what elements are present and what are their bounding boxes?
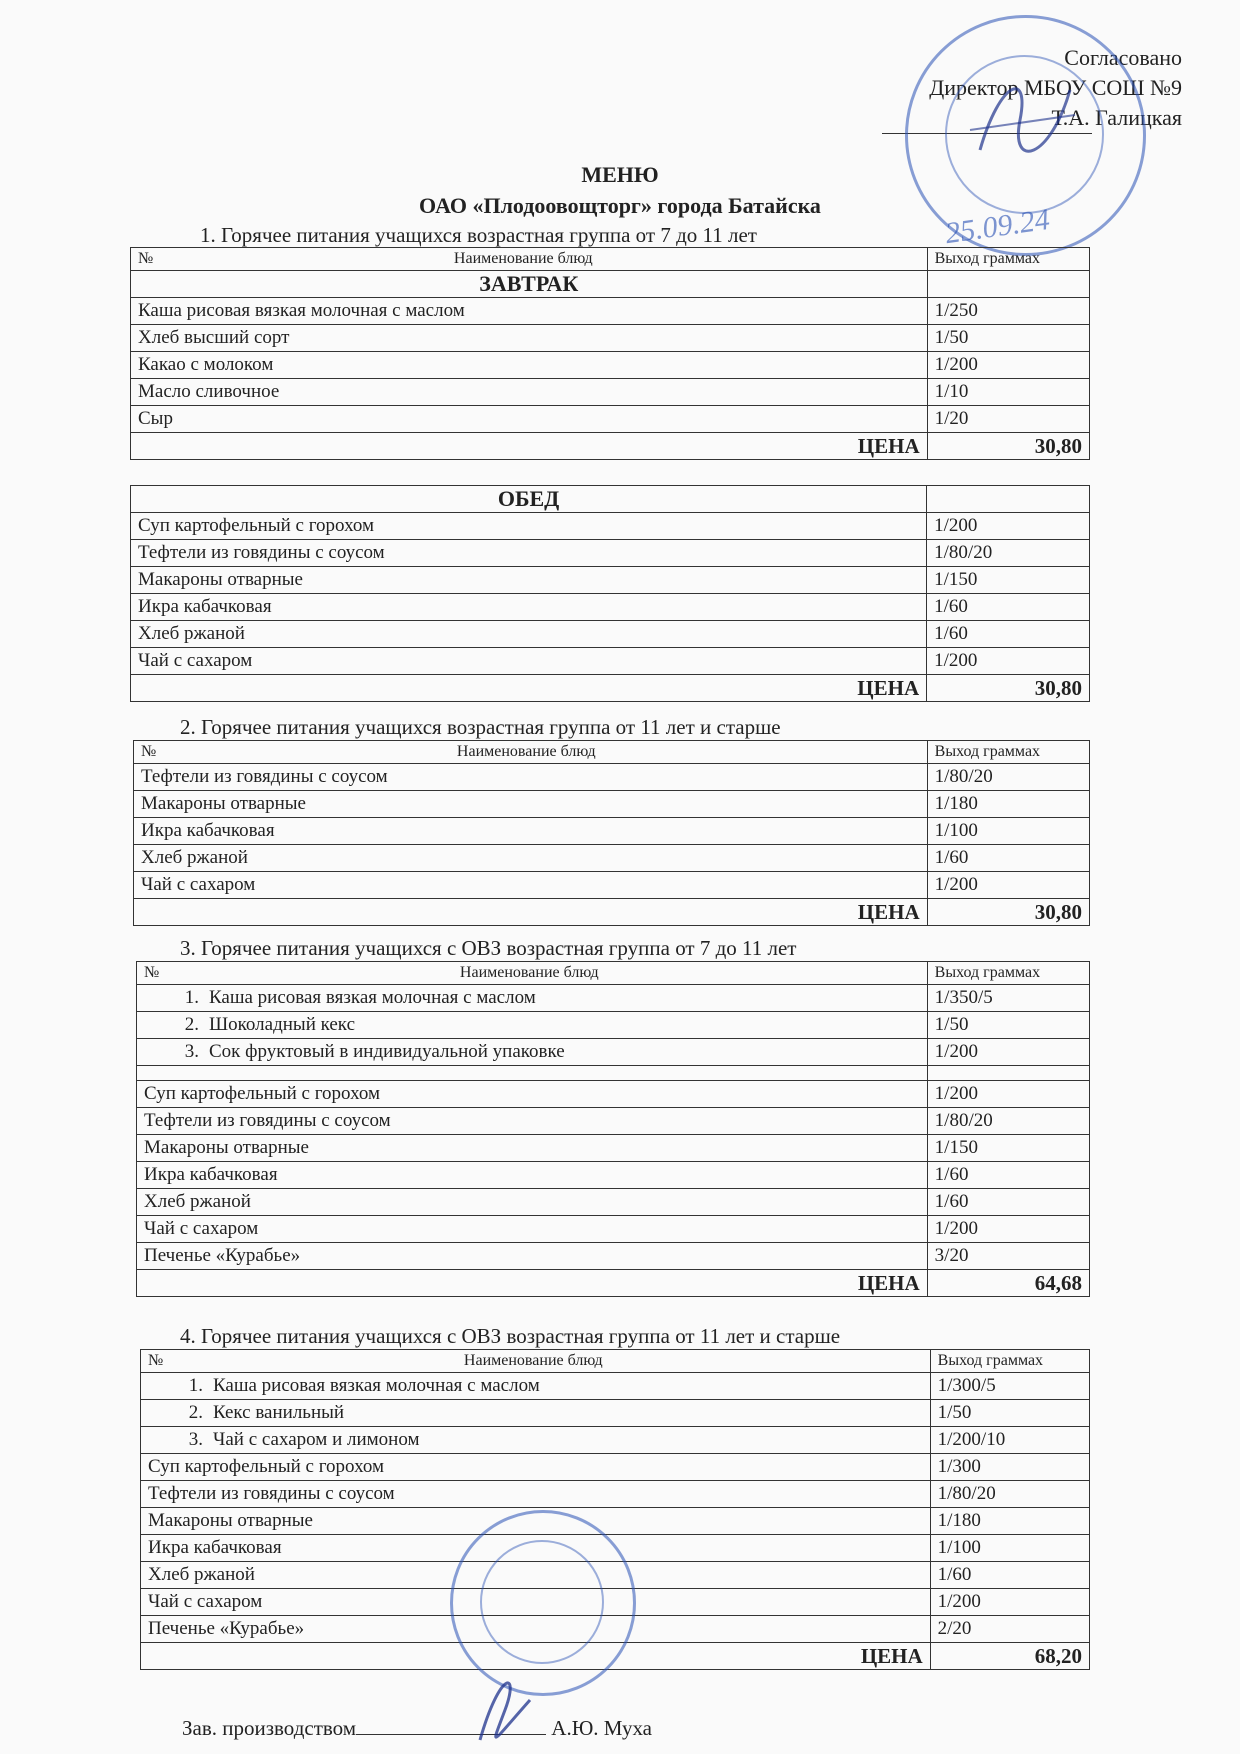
dish-output: 1/60 [927,1189,1089,1216]
dish-output: 1/150 [927,567,1090,594]
section1-breakfast-table [130,247,1090,460]
dish-output: 1/60 [927,621,1090,648]
dish-number: 1. [188,1375,203,1396]
dish-output: 1/50 [927,1012,1089,1039]
dish-output: 1/180 [930,1508,1089,1535]
table-header-row [134,741,1090,764]
dish-name: Суп картофельный с горохом [144,1083,381,1104]
dish-output: 1/150 [927,1135,1089,1162]
dish-output: 1/200 [927,1039,1089,1066]
dish-name-cell [141,1400,931,1427]
section2-table [133,740,1090,926]
header-name-cell: № Наименование блюд [137,962,928,985]
section4-heading: 4. Горячее питания учащихся с ОВЗ возрастная группа от 11 лет и старше [180,1324,841,1348]
dish-name-cell [137,1243,928,1270]
section2-body [134,764,1090,899]
approval-director: Директор МБОУ СОШ №9 [929,75,1182,100]
section4-numbered-body [141,1373,1090,1454]
dish-name: Чай с сахаром [148,1591,263,1612]
dish-name: Хлеб ржаной [141,847,248,868]
table-header-row [141,1350,1090,1373]
table-row [131,648,1090,675]
table-row [141,1427,1090,1454]
dish-name: Макароны отварные [141,793,306,814]
dish-name: Суп картофельный с горохом [148,1456,385,1477]
dish-output: 1/50 [927,325,1089,352]
dish-name: Хлеб ржаной [144,1191,251,1212]
table-row [131,406,1090,433]
footer [182,1716,652,1741]
dish-name: Чай с сахаром [144,1218,259,1239]
price-label: ЦЕНА [134,899,928,926]
dish-name: Икра кабачковая [144,1164,278,1185]
table-row [134,872,1090,899]
price-row [131,675,1090,702]
price-label: ЦЕНА [137,1270,928,1297]
price-label: ЦЕНА [131,675,927,702]
dish-output: 3/20 [927,1243,1089,1270]
director-signature [960,60,1080,170]
price-value: 30,80 [927,675,1090,702]
header-out-cell: Выход граммах [927,741,1089,764]
dish-name: Сок фруктовый в индивидуальной упаковке [209,1041,565,1062]
dish-name-cell [131,298,928,325]
table-row [134,818,1090,845]
approval-name: Т.А. Галицкая [1051,105,1182,130]
dish-name-cell [134,791,928,818]
dish-name-cell [131,594,927,621]
dish-name-cell [134,845,928,872]
price-value: 68,20 [930,1643,1089,1670]
dish-name-cell [131,648,927,675]
document-organization: ОАО «Плодоовощторг» города Батайска [419,193,821,218]
dish-name: Сыр [138,408,173,429]
footer-name: А.Ю. Муха [551,1716,652,1740]
dish-name-cell [131,567,927,594]
dish-name: Макароны отварные [138,569,303,590]
dish-name: Чай с сахаром [141,874,256,895]
dish-output: 1/60 [930,1562,1089,1589]
dish-name-cell [141,1481,931,1508]
dish-name: Макароны отварные [148,1510,313,1531]
section3-body [137,1081,1090,1270]
dish-output: 1/200 [927,513,1090,540]
table-row [131,379,1090,406]
header-name-cell: № Наименование блюд [134,741,928,764]
dish-output: 1/60 [927,594,1090,621]
dish-output: 1/200/10 [930,1427,1089,1454]
table-row [137,1108,1090,1135]
table-row [131,352,1090,379]
dish-output: 1/200 [927,872,1089,899]
dish-output: 1/200 [927,1216,1089,1243]
price-row [137,1270,1090,1297]
dish-output: 1/80/20 [930,1481,1089,1508]
dish-name: Икра кабачковая [138,596,272,617]
dish-name-cell [131,621,927,648]
table-row [131,298,1090,325]
section2-heading: 2. Горячее питания учащихся возрастная группа от 11 лет и старше [180,715,781,739]
document-title: МЕНЮ [581,162,659,187]
table-row [131,540,1090,567]
dish-name-cell [131,406,928,433]
dish-output: 1/50 [930,1400,1089,1427]
price-value: 64,68 [927,1270,1089,1297]
dish-name-cell [137,1108,928,1135]
dish-output: 1/80/20 [927,1108,1089,1135]
table-row [141,1400,1090,1427]
dish-name: Хлеб ржаной [138,623,245,644]
table-row [131,513,1090,540]
header-name-cell: № Наименование блюд [131,248,928,271]
table-row [137,1243,1090,1270]
dish-name-cell [137,1081,928,1108]
price-label: ЦЕНА [131,433,928,460]
table-row [141,1373,1090,1400]
section3-table [136,961,1090,1297]
dish-output: 1/200 [930,1589,1089,1616]
table-row [141,1481,1090,1508]
dish-name-cell [137,985,928,1012]
dish-name: Чай с сахаром [138,650,253,671]
dish-output: 1/180 [927,791,1089,818]
dish-name-cell [141,1454,931,1481]
dish-name-cell [137,1039,928,1066]
dish-number: 2. [184,1014,199,1035]
dish-number: 3. [188,1429,203,1450]
dish-number: 2. [188,1402,203,1423]
dish-name: Суп картофельный с горохом [138,515,375,536]
dish-name-cell [131,540,927,567]
price-label: ЦЕНА [141,1643,931,1670]
table-row [134,791,1090,818]
price-value: 30,80 [927,433,1089,460]
dish-name: Тефтели из говядины с соусом [148,1483,395,1504]
dish-name: Хлеб высший сорт [138,327,290,348]
header-out-cell: Выход граммах [927,962,1089,985]
dish-output: 1/60 [927,845,1089,872]
dish-output: 1/300 [930,1454,1089,1481]
dish-name-cell [131,513,927,540]
dish-name-cell [134,818,928,845]
header-out-cell: Выход граммах [927,248,1089,271]
dish-name-cell [131,352,928,379]
stamp-date: 25.09.24 [943,202,1052,251]
dish-number: 1. [184,987,199,1008]
dish-name: Какао с молоком [138,354,274,375]
table-row [137,1135,1090,1162]
meal-row [131,271,1090,298]
dish-name-cell [131,379,928,406]
dish-output: 1/250 [927,298,1089,325]
dish-name: Хлеб ржаной [148,1564,255,1585]
dish-name: Шоколадный кекс [209,1014,355,1035]
table-row [141,1454,1090,1481]
table-row [131,567,1090,594]
dish-name-cell [134,764,928,791]
dish-output: 2/20 [930,1616,1089,1643]
price-value: 30,80 [927,899,1089,926]
dish-output: 1/200 [927,648,1090,675]
table-row [137,1216,1090,1243]
meal-row [131,486,1090,513]
table-row [137,985,1090,1012]
dish-name: Икра кабачковая [141,820,275,841]
section1-lunch-body [131,513,1090,675]
table-row [137,1189,1090,1216]
dish-name-cell [137,1135,928,1162]
dish-name: Тефтели из говядины с соусом [144,1110,391,1131]
dish-name: Чай с сахаром и лимоном [213,1429,420,1450]
dish-name-cell [131,325,928,352]
section3-numbered-body [137,985,1090,1066]
table-row [137,1012,1090,1039]
dish-output: 1/20 [927,406,1089,433]
dish-name: Макароны отварные [144,1137,309,1158]
table-row [137,1162,1090,1189]
dish-name: Каша рисовая вязкая молочная с маслом [138,300,465,321]
dish-name-cell [137,1162,928,1189]
section1-lunch-table [130,485,1090,702]
section3-heading: 3. Горячее питания учащихся с ОВЗ возрастная группа от 7 до 11 лет [180,936,797,960]
dish-name: Кекс ванильный [213,1402,345,1423]
dish-output: 1/300/5 [930,1373,1089,1400]
dish-output: 1/100 [930,1535,1089,1562]
section1-breakfast-body [131,298,1090,433]
table-header-row [131,248,1090,271]
table-row [131,325,1090,352]
table-row [134,845,1090,872]
dish-name: Печенье «Курабье» [144,1245,301,1266]
dish-name: Тефтели из говядины с соусом [138,542,385,563]
price-row [134,899,1090,926]
approval-agreed: Согласовано [1064,45,1182,70]
dish-output: 1/200 [927,1081,1089,1108]
dish-name: Каша рисовая вязкая молочная с маслом [213,1375,540,1396]
dish-output: 1/350/5 [927,985,1089,1012]
dish-name: Каша рисовая вязкая молочная с маслом [209,987,536,1008]
footer-label: Зав. производством [182,1716,357,1740]
dish-name-cell [141,1373,931,1400]
header-out-cell: Выход граммах [930,1350,1089,1373]
spacer-row [137,1066,1090,1081]
dish-number: 3. [184,1041,199,1062]
header-name-cell: № Наименование блюд [141,1350,931,1373]
dish-name-cell [137,1189,928,1216]
meal-name: ЗАВТРАК [131,271,928,298]
dish-output: 1/100 [927,818,1089,845]
section1-heading: 1. Горячее питания учащихся возрастная группа от 7 до 11 лет [200,223,757,247]
dish-name: Тефтели из говядины с соусом [141,766,388,787]
dish-name-cell [141,1427,931,1454]
table-header-row [137,962,1090,985]
dish-name-cell [137,1216,928,1243]
dish-output: 1/60 [927,1162,1089,1189]
dish-name: Икра кабачковая [148,1537,282,1558]
meal-name: ОБЕД [131,486,927,513]
table-row [137,1081,1090,1108]
dish-name: Печенье «Курабье» [148,1618,305,1639]
dish-name-cell [134,872,928,899]
table-row [131,594,1090,621]
production-signature [450,1660,540,1750]
dish-output: 1/200 [927,352,1089,379]
dish-output: 1/80/20 [927,764,1089,791]
company-seal-inner [480,1540,604,1664]
table-row [141,1508,1090,1535]
table-row [137,1039,1090,1066]
table-row [134,764,1090,791]
dish-output: 1/80/20 [927,540,1090,567]
price-row [131,433,1090,460]
dish-name: Масло сливочное [138,381,280,402]
dish-name-cell [137,1012,928,1039]
table-row [131,621,1090,648]
dish-output: 1/10 [927,379,1089,406]
